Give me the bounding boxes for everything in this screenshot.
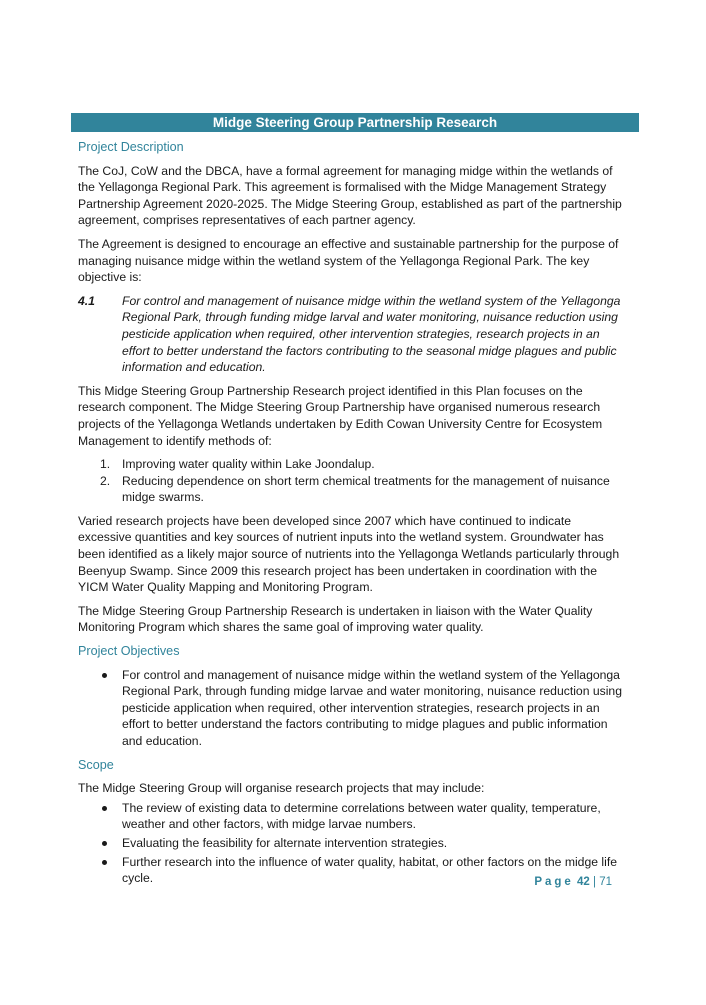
list-number: 1. [100,457,111,472]
list-item [78,800,626,833]
page-footer [534,876,612,888]
objective-number: 4.1 [78,293,95,308]
list-item-text: Further research into the influence of water quality, habitat, or other factors on the midge life cycle. [122,854,617,886]
bullet-icon [78,854,122,887]
objectives-list [78,667,626,750]
list-item [78,835,626,852]
key-objective [78,293,626,376]
list-item [78,456,626,473]
heading-project-objectives: Project Objectives [78,644,180,659]
objective-text: For control and management of nuisance midge within the wetland system of the Yellagonga Regional Park, through funding midge larval and water monitoring, nuisance reduction using pesticide application when required, other intervention strategies, research projects in an effort to better understand the factors contributing to the seasonal midge plagues and public information and education. [122,293,621,375]
scope-list [78,800,626,887]
paragraph-research-component: This Midge Steering Group Partnership Research project identified in this Plan focuses on the research component. The Midge Steering Group Partnership have organised numerous research projects of the Yellagonga Wetlands undertaken by Edith Cowan University Centre for Ecosystem Management to identify methods of: [78,383,603,448]
bullet-icon [78,667,122,750]
list-item-text: Improving water quality within Lake Joondalup. [122,457,375,472]
paragraph-scope-intro: The Midge Steering Group will organise research projects that may include: [78,781,485,796]
methods-list [78,456,626,506]
bullet-icon [78,835,122,852]
paragraph-research-projects: Varied research projects have been developed since 2007 which have continued to indicate excessive quantities and key sources of nutrient inputs into the wetland system. Groundwater has been identified as a likely major source of nutrients into the Yellagonga Wetlands particularly through Beenyup Swamp. Since 2009 this research project has been undertaken in coordination with the YICM Water Quality Mapping and Monitoring Program. [78,513,620,595]
list-item-text: For control and management of nuisance midge within the wetland system of the Yellagonga Regional Park, through funding midge larvae and water monitoring, nuisance reduction using pesticide application when required, other intervention strategies, research projects in an effort to better understand the factors contributing to midge plagues and public information and education. [122,667,622,748]
paragraph-agreement-purpose: The Agreement is designed to encourage an effective and sustainable partnership for the purpose of managing nuisance midge within the wetland system of the Yellagonga Regional Park. The key objective is: [78,236,619,285]
list-item-text: The review of existing data to determine correlations between water quality, temperature, weather and other factors, with midge larvae numbers. [122,800,601,832]
bullet-icon [78,800,122,833]
page-total: 71 [599,876,612,888]
section-banner: Midge Steering Group Partnership Research [71,113,639,132]
page-number: 42 [577,876,590,888]
paragraph-agreement: The CoJ, CoW and the DBCA, have a formal agreement for managing midge within the wetlands of the Yellagonga Regional Park. This agreement is formalised with the Midge Management Strategy Partnership Agreement 2020-2025. The Midge Steering Group, established as part of the partnership agreement, comprises representatives of each partner agency. [78,163,622,228]
paragraph-liaison: The Midge Steering Group Partnership Research is undertaken in liaison with the Water Quality Monitoring Program which shares the same goal of improving water quality. [78,603,593,635]
heading-scope: Scope [78,757,114,772]
list-item [78,667,626,750]
list-item-text: Reducing dependence on short term chemical treatments for the management of nuisance midge swarms. [122,473,610,505]
list-item [78,473,626,506]
page-content [78,139,626,894]
page-separator: | [589,876,600,888]
heading-project-description: Project Description [78,140,184,154]
list-item-text: Evaluating the feasibility for alternate intervention strategies. [122,835,448,850]
page-label: Page [534,876,574,888]
list-number: 2. [100,473,111,488]
